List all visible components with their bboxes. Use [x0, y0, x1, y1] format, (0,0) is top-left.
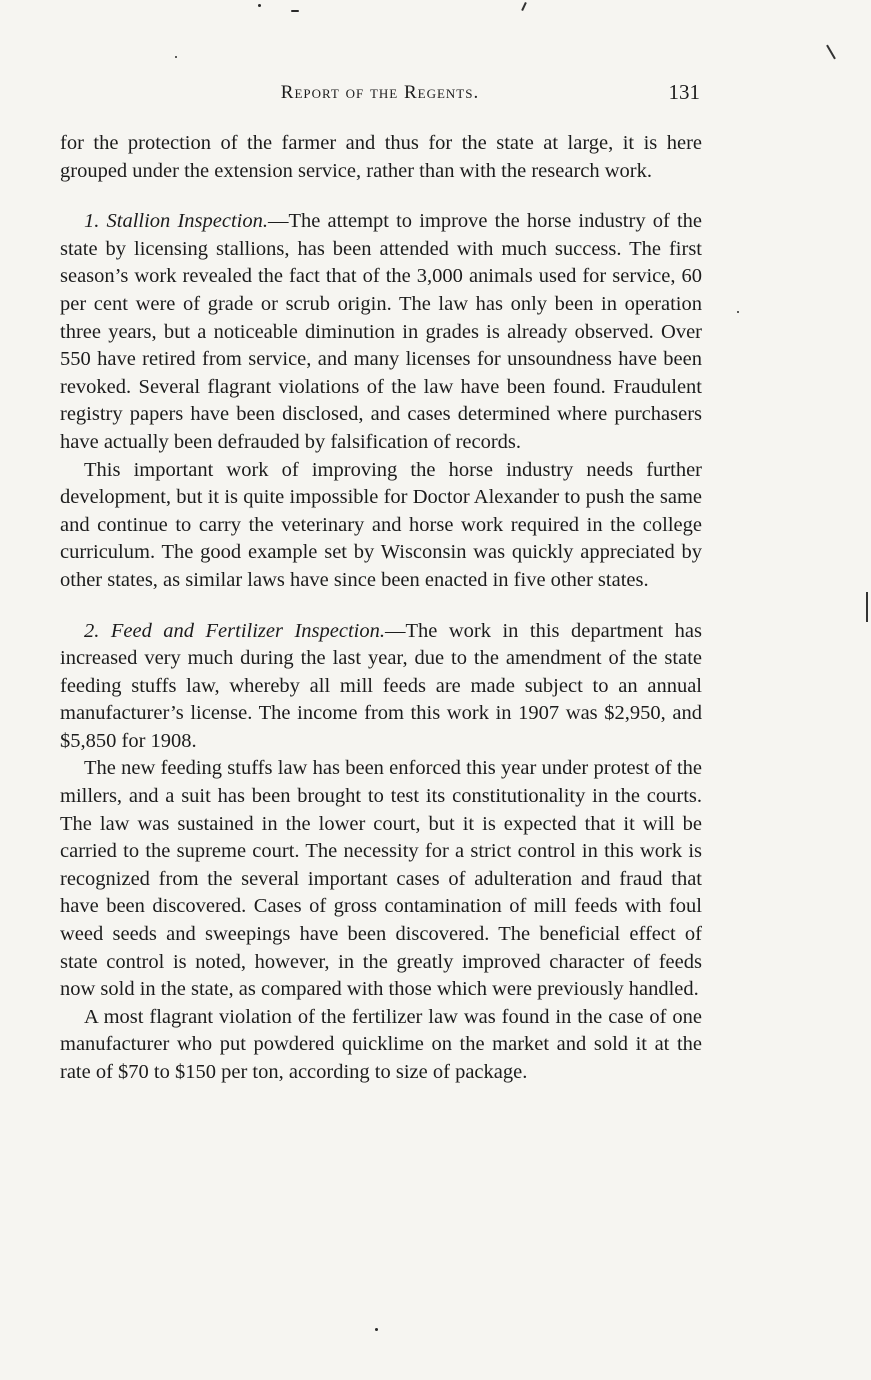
- scan-speck: [258, 4, 261, 7]
- section-heading-stallion-inspection: 1. Stallion Inspection.: [84, 210, 268, 233]
- running-head: [60, 82, 700, 112]
- page-number: 131: [668, 80, 700, 104]
- scan-speck: [737, 311, 739, 313]
- section-body-feed-fertilizer-inspection: —The work in this department has increased very much during the last year, due to the amendment of the state feeding stuffs law, whereby all mill feeds are made subject to an annual manufacturer’s license. The income from this work in 1907 was $2,950, and $5,850 for 1908.: [60, 619, 702, 752]
- scan-edge-mark: [521, 2, 527, 11]
- scan-speck: [375, 1328, 378, 1331]
- scan-speck: [291, 10, 299, 12]
- paragraph-horse-industry: This important work of improving the horse industry needs further development, but it is quite impossible for Doctor Alexander to push the same and continue to carry the veterinary and horse work required in the college curriculum. The good example set by Wisconsin was quickly appreciated by other states, as similar laws have since been enacted in five other states.: [60, 458, 702, 591]
- paragraph-feeding-stuffs-law: The new feeding stuffs law has been enforced this year under protest of the millers, and a suit has been brought to test its constitutionality in the courts. The law was sustained in the lower court, but it is expected that it will be carried to the supreme court. The necessity for a strict control in this work is recognized from the several important cases of adulteration and fraud that have been discovered. Cases of gross contamination of mill feeds with foul weed seeds and sweepings have been discovered. The beneficial effect of state control is noted, however, in the greatly improved character of feeds now sold in the state, as compared with those which were previously handled.: [60, 757, 702, 1001]
- section-heading-feed-fertilizer-inspection: 2. Feed and Fertilizer Inspection.: [84, 619, 385, 642]
- body-text: [60, 130, 702, 1087]
- paragraph-stallion-inspection: [60, 208, 702, 456]
- paragraph-feed-fertilizer-inspection: [60, 618, 702, 756]
- running-title: Report of the Regents.: [280, 82, 480, 103]
- section-body-stallion-inspection: —The attempt to improve the horse industry of the state by licensing stallions, has been attended with much success. The first season’s work revealed the fact that of the 3,000 animals used for service, 60 per cent were of grade or scrub origin. The law has only been in operation three years, but a noticeable diminution in grades is already observed. Over 550 have retired from service, and many licenses for unsoundness have been revoked. Several flagrant violations of the law have been found. Fraudulent registry papers have been disclosed, and cases determined where purchasers have actually been defrauded by falsification of records.: [60, 210, 702, 453]
- scan-edge-mark: [866, 592, 868, 622]
- scan-speck: [175, 56, 177, 58]
- scan-edge-mark: [826, 45, 836, 60]
- paragraph-continuation: for the protection of the farmer and thus for the state at large, it is here grouped under the extension service, rather than with the research work.: [60, 132, 702, 182]
- paragraph-fertilizer-violation: A most flagrant violation of the fertilizer law was found in the case of one manufacturer who put powdered quicklime on the market and sold it at the rate of $70 to $150 per ton, according to size of package.: [60, 1005, 702, 1083]
